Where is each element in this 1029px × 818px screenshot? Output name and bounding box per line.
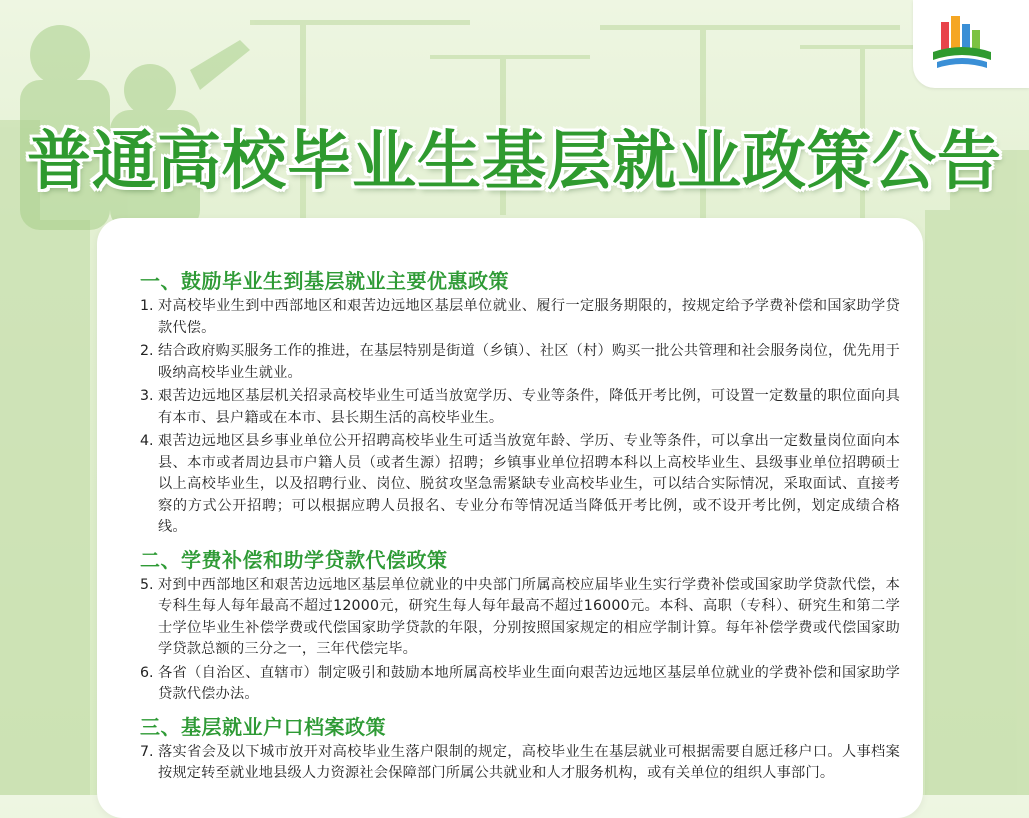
section-heading: 三、基层就业户口档案政策 bbox=[140, 714, 386, 739]
policy-content bbox=[140, 266, 900, 787]
section-heading: 一、鼓励毕业生到基层就业主要优惠政策 bbox=[140, 269, 509, 293]
item-number: 3. bbox=[140, 388, 154, 404]
item-text: 落实省会及以下城市放开对高校毕业生落户限制的规定，高校毕业生在基层就业可根据需要自愿迁移户口。人事档案按规定转至就业地县级人力资源社会保障部门所属公共就业和人才服务机构，或有关单位的组织人事部门。 bbox=[158, 743, 900, 781]
brand-logo bbox=[913, 0, 1029, 88]
policy-item bbox=[140, 296, 900, 339]
policy-item bbox=[140, 742, 900, 785]
item-text: 对到中西部地区和艰苦边远地区基层单位就业的中央部门所属高校应届毕业生实行学费补偿或国家助学贷款代偿，本专科生每人每年最高不超过12000元，研究生每人每年最高不超过16000元。本科、高职（专科）、研究生和第二学士学位毕业生补偿学费或代偿国家助学贷款的年限，分别按照国家规定的相应学制计算。每年补偿学费或代偿国家助学贷款总额的三分之一，三年代偿完毕。 bbox=[158, 576, 900, 657]
policy-item bbox=[140, 386, 900, 429]
item-text: 对高校毕业生到中西部地区和艰苦边远地区基层单位就业、履行一定服务期限的，按规定给予学费补偿和国家助学贷款代偿。 bbox=[158, 298, 900, 336]
city-logo-icon bbox=[931, 12, 993, 76]
policy-item bbox=[140, 431, 900, 539]
policy-item bbox=[140, 575, 900, 661]
policy-item bbox=[140, 663, 900, 706]
item-text: 结合政府购买服务工作的推进，在基层特别是街道（乡镇）、社区（村）购买一批公共管理和社会服务岗位，优先用于吸纳高校毕业生就业。 bbox=[158, 343, 900, 381]
section-heading: 二、学费补偿和助学贷款代偿政策 bbox=[140, 547, 448, 572]
item-number: 1. bbox=[140, 298, 154, 314]
item-number: 7. bbox=[140, 743, 154, 760]
page-title: 普通高校毕业生基层就业政策公告 bbox=[27, 125, 1002, 199]
item-text: 艰苦边远地区县乡事业单位公开招聘高校毕业生可适当放宽年龄、学历、专业等条件，可以拿出一定数量岗位面向本县、本市或者周边县市户籍人员（或者生源）招聘；乡镇事业单位招聘本科以上高校毕业生、县级事业单位招聘硕士以上高校毕业生，以及招聘行业、岗位、脱贫攻坚急需紧缺专业高校毕业生，可以结合实际情况，采取面试、直接考察的方式公开招聘；可以根据应聘人员报名、专业分布等情况适当降低开考比例，或不设开考比例，划定成绩合格线。 bbox=[158, 433, 900, 535]
policy-item bbox=[140, 341, 900, 384]
item-text: 艰苦边远地区基层机关招录高校毕业生可适当放宽学历、专业等条件，降低开考比例，可设置一定数量的职位面向具有本市、县户籍或在本市、县长期生活的高校毕业生。 bbox=[158, 388, 900, 426]
item-number: 2. bbox=[140, 343, 154, 359]
item-number: 4. bbox=[140, 433, 154, 449]
item-number: 5. bbox=[140, 576, 154, 593]
item-text: 各省（自治区、直辖市）制定吸引和鼓励本地所属高校毕业生面向艰苦边远地区基层单位就业的学费补偿和国家助学贷款代偿办法。 bbox=[158, 664, 900, 702]
item-number: 6. bbox=[140, 664, 154, 681]
